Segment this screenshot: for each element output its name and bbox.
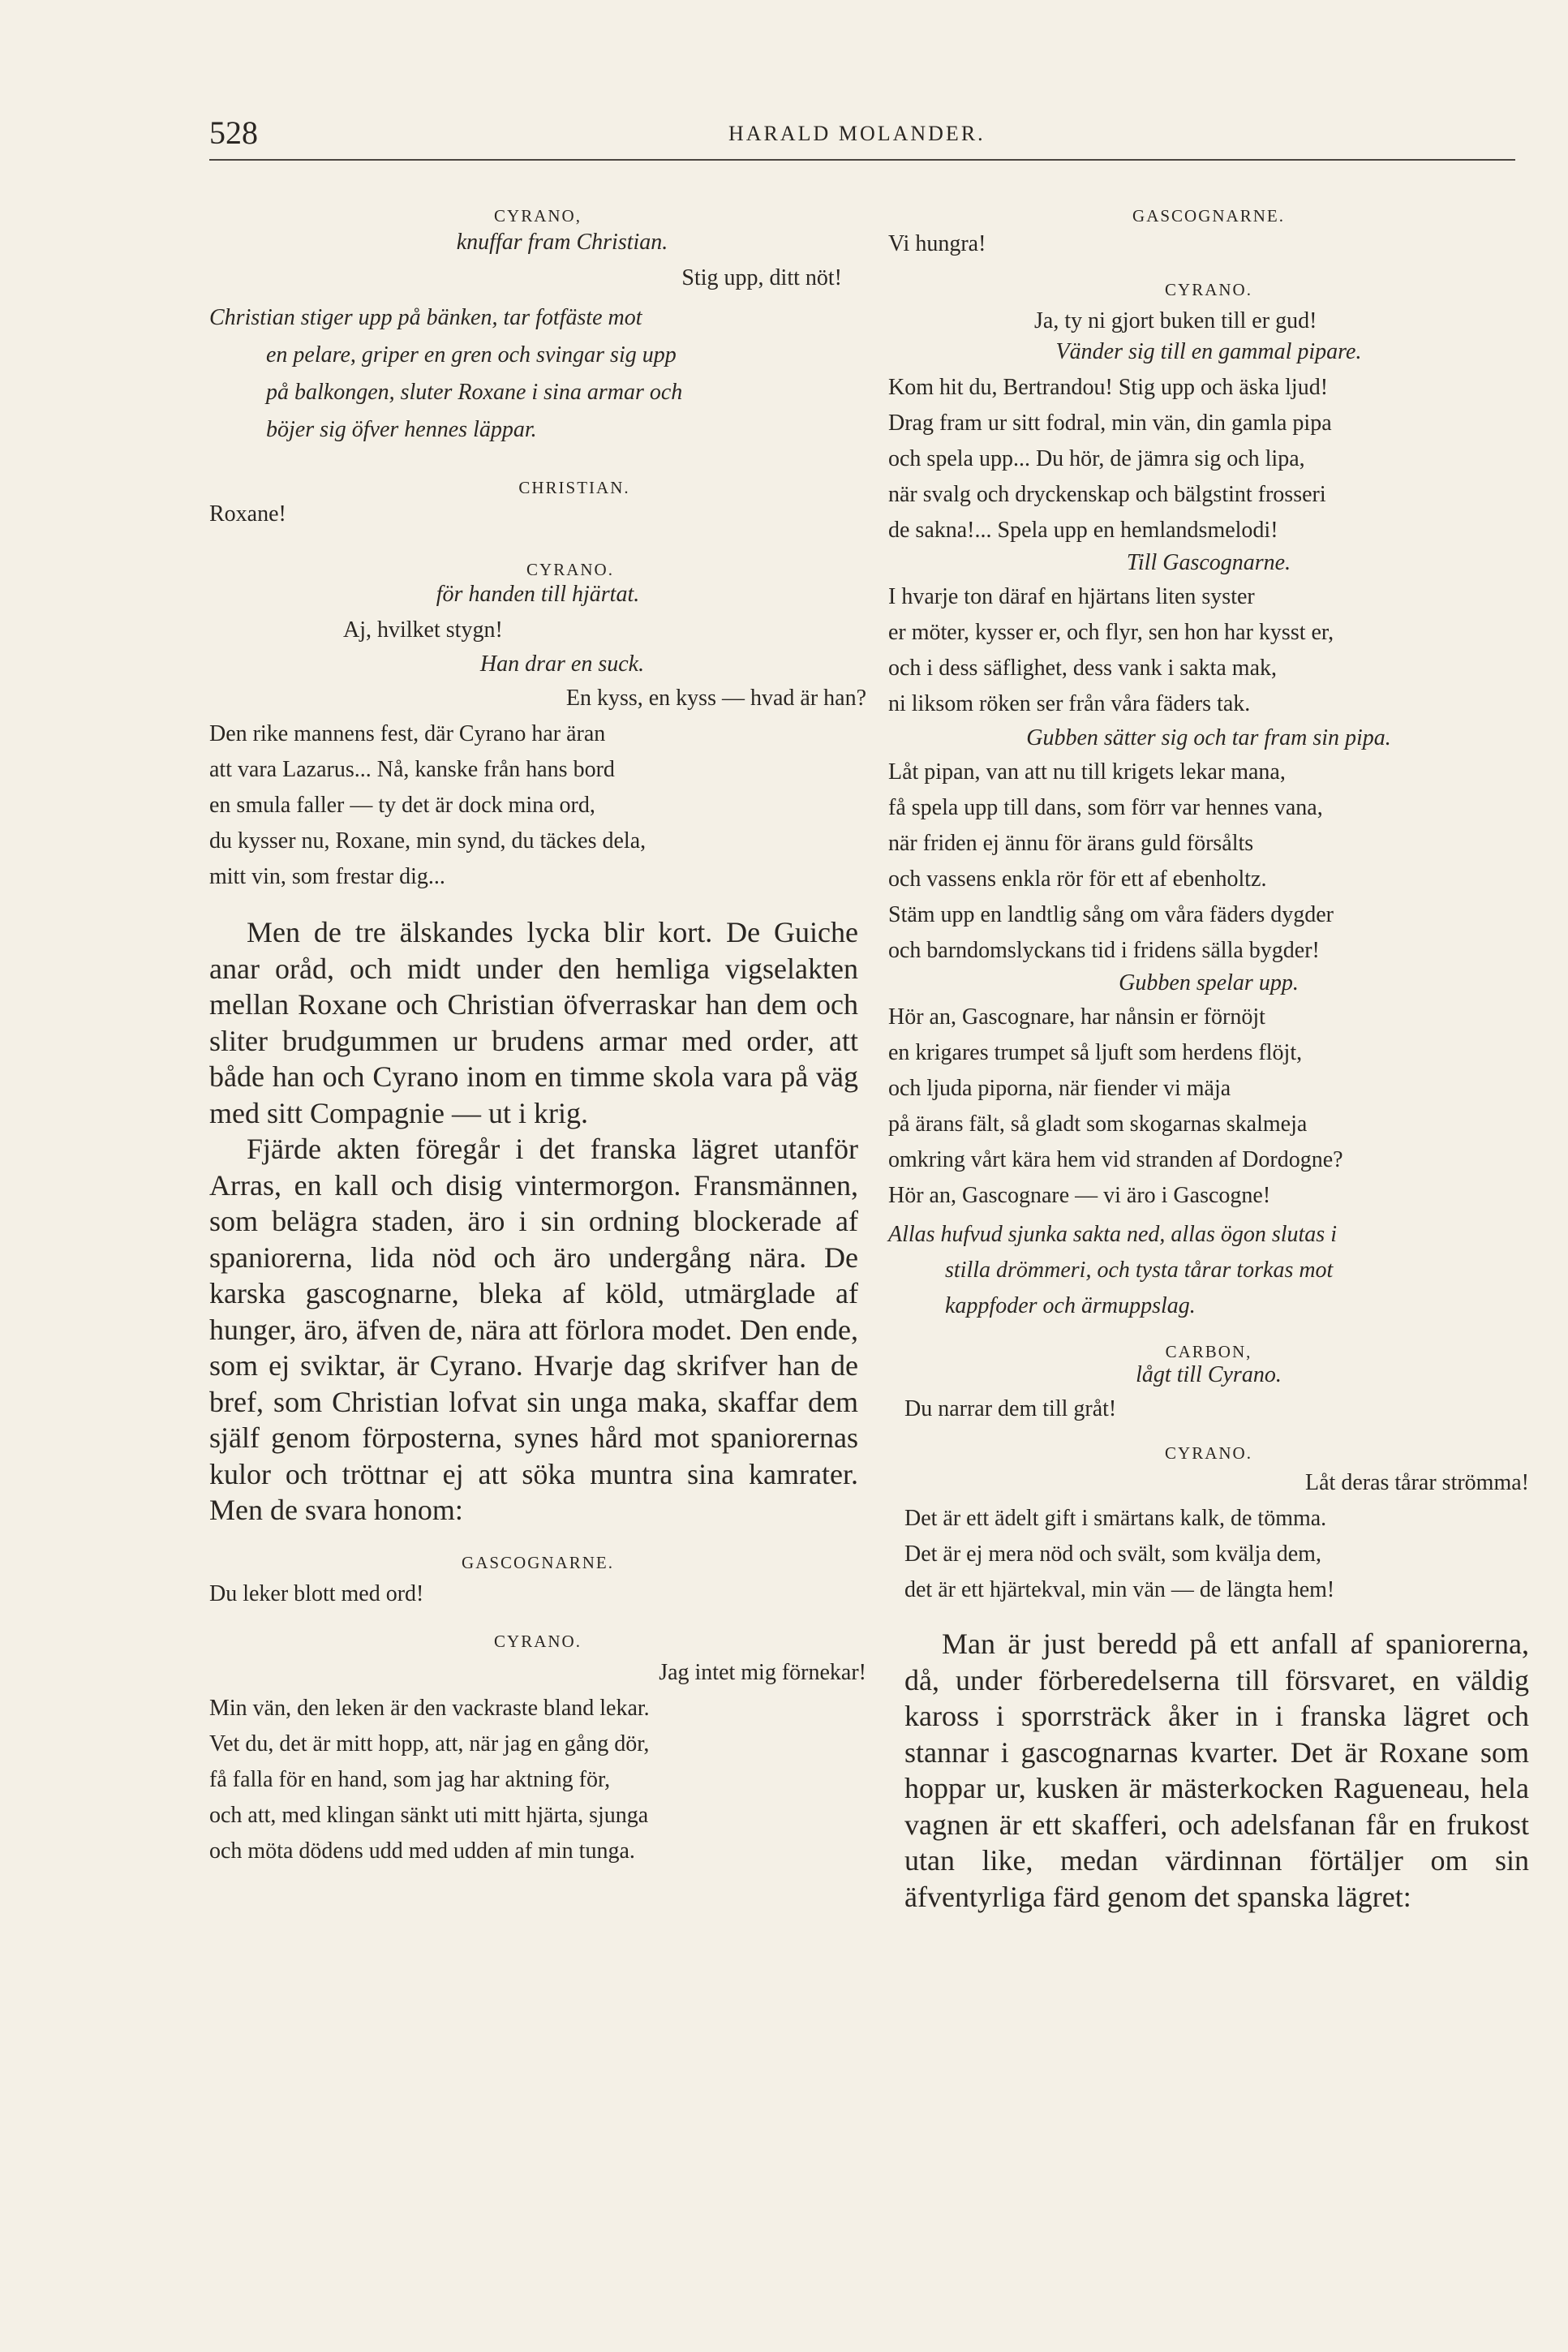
page-header	[209, 114, 1515, 162]
verse-line: att vara Lazarus... Nå, kanske från hans bord	[209, 757, 615, 782]
stage-direction: Till Gascognarne.	[1126, 550, 1291, 575]
verse-line: Låt pipan, van att nu till krigets lekar mana,	[888, 759, 1286, 785]
verse-line: Drag fram ur sitt fodral, min vän, din gamla pipa	[888, 411, 1332, 436]
speaker-cyrano: CYRANO,	[494, 206, 582, 226]
stage-direction: Gubben spelar upp.	[1119, 970, 1299, 995]
verse-line: du kysser nu, Roxane, min synd, du täckes dela,	[209, 828, 647, 854]
verse-line: Roxane!	[209, 501, 286, 527]
verse-line: mitt vin, som frestar dig...	[209, 864, 445, 889]
verse-line: en smula faller — ty det är dock mina ord,	[209, 793, 595, 818]
verse-block	[209, 1691, 866, 1869]
verse-line: Kom hit du, Bertrandou! Stig upp och äska ljud!	[888, 375, 1329, 400]
narrative-paragraph: Man är just beredd på ett anfall af spaniorerna, då, under förberedelserna till försvaret, en väldig kaross i sporrsträck åker in i franska lägret och stannar i gascognarnas kvarter. Det är Roxane som hoppar ur, kusken är mästerkocken Ragueneau, hela vagnen är ett skafferi, och adelsfanan får en frukost utan like, medan värdinnan förtäljer om sin äfventyrliga färd genom det spanska lägret:	[904, 1627, 1529, 1913]
speaker-cyrano: CYRANO.	[1165, 280, 1252, 299]
page-number: 528	[209, 114, 258, 151]
verse-block	[888, 755, 1529, 969]
verse-line: Hör an, Gascognare — vi äro i Gascogne!	[888, 1183, 1271, 1208]
verse-block	[888, 579, 1529, 722]
speaker-carbon: CARBON,	[1165, 1342, 1252, 1361]
verse-line: Du leker blott med ord!	[209, 1580, 424, 1606]
verse-block	[888, 370, 1529, 548]
stage-line: på balkongen, sluter Roxane i sina armar och	[266, 380, 683, 405]
verse-line: Det är ej mera nöd och svält, som kvälja dem,	[904, 1541, 1321, 1567]
verse-line: I hvarje ton däraf en hjärtans liten syster	[888, 584, 1255, 609]
verse-line: Stig upp, ditt nöt!	[681, 265, 842, 290]
verse-line: det är ett hjärtekval, min vän — de längta hem!	[904, 1577, 1335, 1602]
speaker-cyrano: CYRANO.	[526, 560, 614, 579]
stage-line: böjer sig öfver hennes läppar.	[266, 417, 537, 442]
verse-line: Aj, hvilket stygn!	[343, 617, 503, 643]
stage-direction-block	[209, 299, 866, 449]
speaker-gascognarne: GASCOGNARNE.	[1132, 206, 1285, 226]
narrative-text	[888, 1626, 1529, 1915]
header-rule	[209, 159, 1515, 161]
verse-line: Den rike mannens fest, där Cyrano har äran	[209, 721, 606, 746]
verse-block	[888, 1000, 1529, 1214]
running-head: HARALD MOLANDER.	[728, 122, 986, 145]
verse-line: få falla för en hand, som jag har aktning för,	[209, 1766, 611, 1792]
stage-line: kappfoder och ärmuppslag.	[945, 1293, 1196, 1318]
verse-line: få spela upp till dans, som förr var hennes vana,	[888, 795, 1323, 820]
verse-line: och barndomslyckans tid i fridens sälla bygder!	[888, 938, 1320, 963]
speaker-cyrano: CYRANO.	[1165, 1443, 1252, 1463]
right-column	[888, 195, 1529, 1915]
speaker-cyrano: CYRANO.	[494, 1631, 582, 1651]
verse-line: och i dess säflighet, dess vank i sakta mak,	[888, 656, 1278, 681]
verse-line: de sakna!... Spela upp en hemlandsmelodi!	[888, 518, 1278, 543]
stage-line: Allas hufvud sjunka sakta ned, allas ögon slutas i	[888, 1222, 1337, 1247]
verse-line: Stäm upp en landtlig sång om våra fäders dygder	[888, 902, 1334, 927]
stage-direction: Han drar en suck.	[479, 651, 645, 677]
verse-line: Låt deras tårar strömma!	[1305, 1470, 1529, 1495]
verse-line: och att, med klingan sänkt uti mitt hjärta, sjunga	[209, 1802, 649, 1828]
stage-direction: Vänder sig till en gammal pipare.	[1055, 339, 1362, 364]
verse-line: Min vän, den leken är den vackraste bland lekar.	[209, 1695, 650, 1721]
stage-line: en pelare, griper en gren och svingar sig upp	[266, 342, 677, 368]
stage-line: stilla drömmeri, och tysta tårar torkas mot	[945, 1258, 1334, 1283]
stage-direction: Gubben sätter sig och tar fram sin pipa.	[1026, 725, 1391, 750]
verse-line: Vet du, det är mitt hopp, att, när jag en gång dör,	[209, 1731, 650, 1756]
speaker-christian: CHRISTIAN.	[518, 478, 630, 497]
left-column	[209, 195, 866, 1869]
verse-line: ni liksom röken ser från våra fäders tak.	[888, 691, 1251, 716]
verse-line: er möter, kysser er, och flyr, sen hon har kysst er,	[888, 620, 1334, 645]
verse-line: en krigares trumpet så ljuft som herdens flöjt,	[888, 1040, 1303, 1065]
verse-line: Jag intet mig förnekar!	[659, 1659, 866, 1685]
verse-line: Det är ett ädelt gift i smärtans kalk, de tömma.	[904, 1506, 1327, 1531]
speaker-gascognarne: GASCOGNARNE.	[462, 1552, 614, 1572]
verse-line: Vi hungra!	[888, 231, 986, 256]
verse-line: Hör an, Gascognare, har nånsin er förnöjt	[888, 1004, 1265, 1030]
verse-line: och möta dödens udd med udden af min tunga.	[209, 1838, 635, 1864]
stage-line: Christian stiger upp på bänken, tar fotfäste mot	[209, 305, 642, 330]
stage-direction: knuffar fram Christian.	[456, 230, 668, 255]
verse-block	[888, 1501, 1529, 1608]
verse-line: och vassens enkla rör för ett af ebenholtz.	[888, 866, 1267, 892]
verse-line: när svalg och dryckenskap och bälgstint frosseri	[888, 482, 1326, 507]
verse-line: på ärans fält, så gladt som skogarnas skalmeja	[888, 1112, 1308, 1137]
stage-direction-block	[888, 1217, 1529, 1324]
narrative-text	[209, 914, 858, 1529]
verse-block	[209, 716, 866, 895]
verse-line: och ljuda piporna, när fiender vi mäja	[888, 1076, 1231, 1101]
stage-direction: lågt till Cyrano.	[1136, 1362, 1282, 1387]
verse-line: En kyss, en kyss — hvad är han?	[565, 686, 866, 711]
verse-line: omkring vårt kära hem vid stranden af Dordogne?	[888, 1147, 1343, 1172]
verse-line: när friden ej ännu för ärans guld försålts	[888, 831, 1254, 856]
verse-line: Ja, ty ni gjort buken till er gud!	[1034, 308, 1317, 333]
narrative-paragraph: Fjärde akten föregår i det franska lägret utanför Arras, en kall och disig vintermorgon. Fransmännen, som belägra staden, äro i sin ordning blockerade af spaniorerna, lida nöd och äro undergång nära. De karska gascognarne, bleka af köld, utmärglade af hunger, äro, äfven de, nära att förlora modet. Den ende, som ej sviktar, är Cyrano. Hvarje dag skrifver han de bref, som Christian lofvat sin unga maka, skaffar dem själf genom förposterna, synes hård mot spaniorernas kulor och tröttnar ej att söka muntra sina kamrater. Men de svara honom:	[209, 1133, 858, 1526]
narrative-paragraph: Men de tre älskandes lycka blir kort. De Guiche anar oråd, och midt under den hemliga vigselakten mellan Roxane och Christian öfverraskar han dem och sliter brudgummen ur brudens armar med order, att både han och Cyrano inom en timme skola vara på väg med sitt Compagnie — ut i krig.	[209, 916, 858, 1129]
verse-line: och spela upp... Du hör, de jämra sig och lipa,	[888, 446, 1305, 471]
verse-line: Du narrar dem till gråt!	[904, 1396, 1117, 1421]
stage-direction: för handen till hjärtat.	[436, 582, 640, 607]
